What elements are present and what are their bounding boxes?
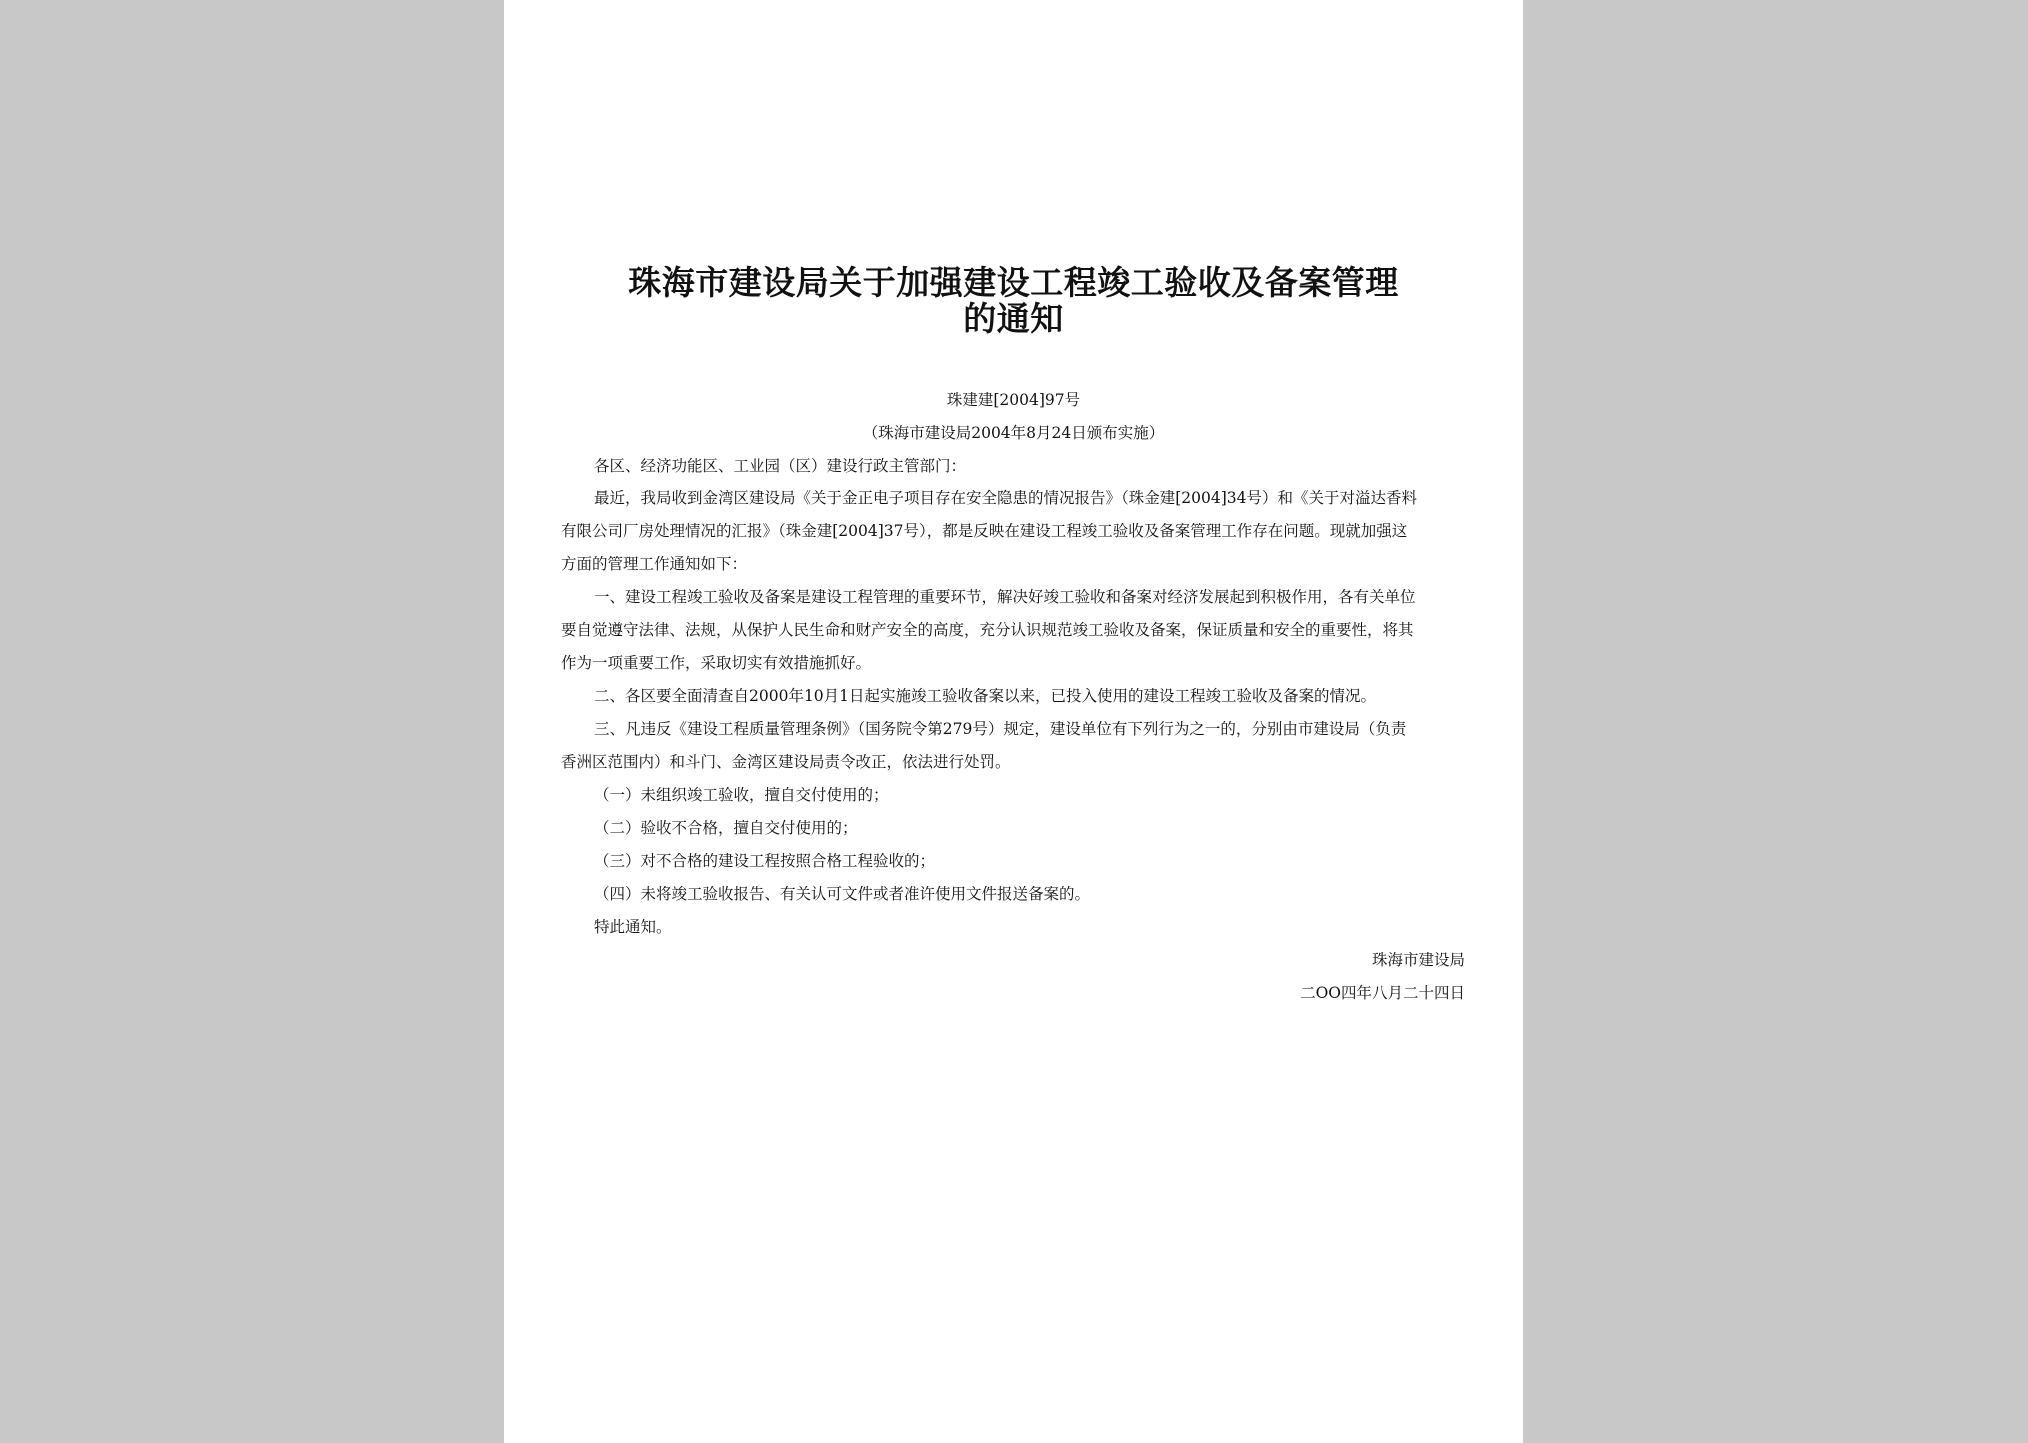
paragraph-line: 香洲区范围内）和斗门、金湾区建设局责令改正，依法进行处罚。 xyxy=(561,753,1011,771)
paragraph-line: 要自觉遵守法律、法规，从保护人民生命和财产安全的高度，充分认识规范竣工验收及备案，保证质量和安全的重要性，将其 xyxy=(561,621,1414,639)
paragraph-line: 作为一项重要工作，采取切实有效措施抓好。 xyxy=(561,654,872,672)
paragraph-line: 方面的管理工作通知如下： xyxy=(561,555,748,573)
paragraph-line: 二、各区要全面清查自2000年10月1日起实施竣工验收备案以来，已投入使用的建设工程竣工验收及备案的情况。 xyxy=(594,687,1377,705)
document-number: 珠建建[2004]97号 xyxy=(946,391,1081,409)
list-item: （二）验收不合格，擅自交付使用的； xyxy=(594,819,858,837)
paragraph-line: 有限公司厂房处理情况的汇报》（珠金建[2004]37号），都是反映在建设工程竣工验收及备案管理工作存在问题。现就加强这 xyxy=(561,522,1408,540)
list-item: （一）未组织竣工验收，擅自交付使用的； xyxy=(594,786,889,804)
addressee: 各区、经济功能区、工业园（区）建设行政主管部门： xyxy=(594,457,967,475)
paragraph-line: 最近，我局收到金湾区建设局《关于金正电子项目存在安全隐患的情况报告》（珠金建[2004]34号）和《关于对溢达香料 xyxy=(594,489,1418,507)
issuer-signature: 珠海市建设局 xyxy=(1371,951,1465,969)
list-item: （三）对不合格的建设工程按照合格工程验收的； xyxy=(594,852,936,870)
document-title-line-1: 珠海市建设局关于加强建设工程竣工验收及备案管理 xyxy=(628,263,1399,302)
closing-remark: 特此通知。 xyxy=(594,918,672,936)
document-page xyxy=(504,0,1523,1443)
issue-date: 二OO四年八月二十四日 xyxy=(1300,984,1465,1002)
paragraph-line: 三、凡违反《建设工程质量管理条例》（国务院令第279号）规定，建设单位有下列行为之一的，分别由市建设局（负责 xyxy=(594,720,1407,738)
document-title-line-2: 的通知 xyxy=(963,299,1064,338)
promulgation-note: （珠海市建设局2004年8月24日颁布实施） xyxy=(862,424,1165,442)
list-item: （四）未将竣工验收报告、有关认可文件或者准许使用文件报送备案的。 xyxy=(594,885,1091,903)
paragraph-line: 一、建设工程竣工验收及备案是建设工程管理的重要环节，解决好竣工验收和备案对经济发展起到积极作用，各有关单位 xyxy=(594,588,1416,606)
